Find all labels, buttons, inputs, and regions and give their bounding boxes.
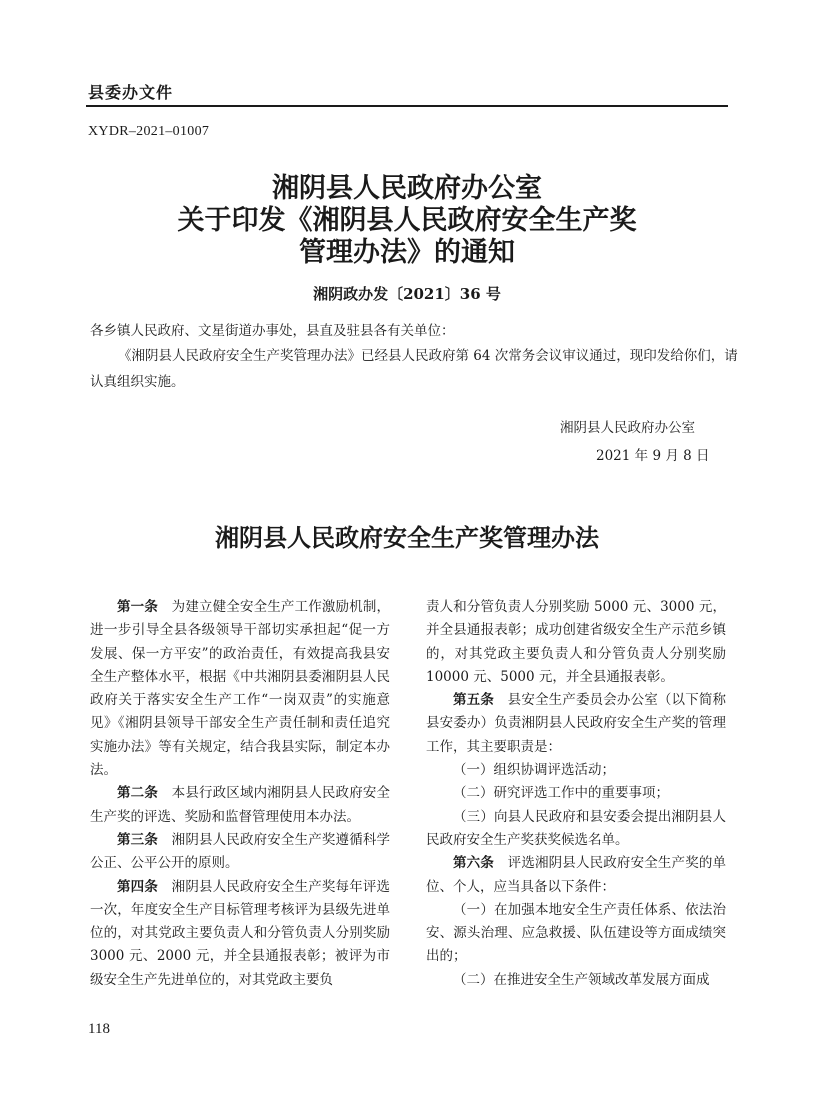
article-continuation: 责人和分管负责人分别奖励 5000 元、3000 元，并全县通报表彰；成功创建省级安全生产示范乡镇的，对其党政主要负责人和分管负责人分别奖励 10000 元、5000 元，并全县通报表彰。 <box>426 599 726 685</box>
article-text: 湘阴县人民政府安全生产奖遵循科学公正、公平公开的原则。 <box>90 831 391 872</box>
article-paragraph <box>426 689 726 759</box>
article-text: 县安全生产委员会办公室（以下简称县安委办）负责湘阴县人民政府安全生产奖的管理工作，其主要职责是： <box>426 692 727 755</box>
article-paragraph <box>90 829 390 876</box>
page-number: 118 <box>88 1021 110 1037</box>
article-text: 评选湘阴县人民政府安全生产奖的单位、个人，应当具备以下条件： <box>426 855 727 895</box>
article-head: 第三条 <box>117 831 158 848</box>
article-text: 本县行政区域内湘阴县人民政府安全生产奖的评选、奖励和监督管理使用本办法。 <box>90 785 391 825</box>
addressee: 各乡镇人民政府、文星街道办事处，县直及驻县各有关单位： <box>90 323 455 339</box>
article-text: 为建立健全安全生产工作激励机制，进一步引导全县各级领导干部切实承担起“促一方发展、保一方平安”的政治责任，有效提高我县安全生产整体水平，根据《中共湘阴县委湘阴县人民政府关于落实安全生产工作“一岗双责”的实施意见》《湘阴县领导干部安全生产责任制和责任追究实施办法》等有关规定，结合我县实际，制定本办法。 <box>90 599 391 779</box>
article-head: 第六条 <box>453 855 494 872</box>
list-item: （二）研究评选工作中的重要事项； <box>453 785 669 802</box>
article-head: 第五条 <box>453 692 494 709</box>
notice-title-line-1: 湘阴县人民政府办公室 <box>272 173 542 204</box>
article-paragraph <box>90 782 390 829</box>
list-item: （二）在推进安全生产领域改革发展方面成 <box>453 971 710 988</box>
list-item: （一）组织协调评选活动； <box>453 762 615 779</box>
list-item: （一）在加强本地安全生产责任体系、依法治安、源头治理、应急救援、队伍建设等方面成绩突出的； <box>426 901 726 965</box>
measures-title: 湘阴县人民政府安全生产奖管理办法 <box>215 523 599 552</box>
article-text: 湘阴县人民政府安全生产奖每年评选一次，年度安全生产目标管理考核评为县级先进单位的，对其党政主要负责人和分管负责人分别奖励 3000 元、2000 元，并全县通报表彰；被评为市级安全生产先进单位的，对其党政主要负 <box>90 878 391 988</box>
notice-title-line-2: 关于印发《湘阴县人民政府安全生产奖 <box>177 205 637 236</box>
header-divider <box>86 105 728 107</box>
article-paragraph <box>90 596 390 782</box>
right-column <box>426 596 726 992</box>
article-head: 第四条 <box>117 878 158 895</box>
list-item: （三）向县人民政府和县安委会提出湘阴县人民政府安全生产奖获奖候选名单。 <box>426 808 726 848</box>
document-code: XYDR–2021–01007 <box>88 124 210 139</box>
header-label: 县委办文件 <box>88 83 174 102</box>
article-head: 第一条 <box>117 599 158 615</box>
document-number: 湘阴政办发〔2021〕36 号 <box>313 285 501 303</box>
article-paragraph <box>426 852 726 899</box>
issuer: 湘阴县人民政府办公室 <box>560 420 695 436</box>
issue-date: 2021 年 9 月 8 日 <box>596 448 710 464</box>
left-column <box>90 596 390 992</box>
article-paragraph <box>90 876 390 992</box>
notice-body: 《湘阴县人民政府安全生产奖管理办法》已经县人民政府第 64 次常务会议审议通过，现印发给你们，请认真组织实施。 <box>90 348 738 390</box>
notice-title-line-3: 管理办法》的通知 <box>299 237 515 268</box>
article-head: 第二条 <box>117 785 158 802</box>
